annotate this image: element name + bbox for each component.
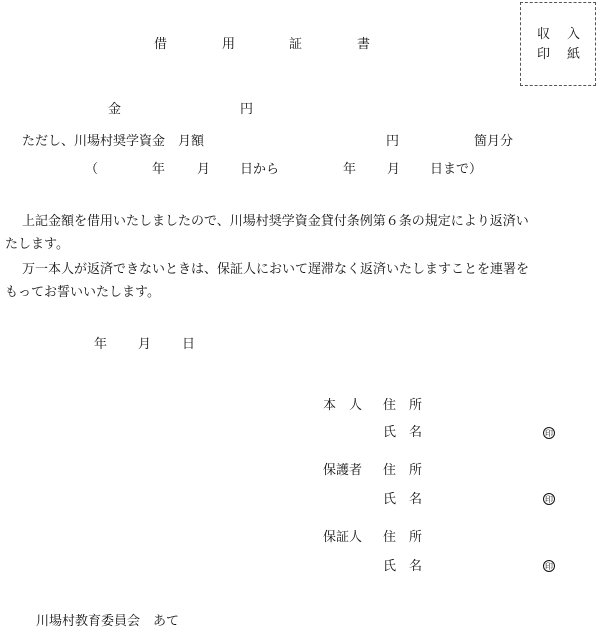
detail-prefix: ただし、川場村奨学資金 月額 bbox=[22, 134, 205, 149]
stamp-text-1b: 入 bbox=[567, 27, 581, 42]
guarantor-address-label: 住 所 bbox=[383, 530, 423, 545]
stamp-text-2b: 紙 bbox=[567, 47, 581, 62]
guardian-label: 保護者 bbox=[323, 463, 363, 478]
guardian-name-label: 氏 名 bbox=[383, 492, 423, 507]
guardian-address-label: 住 所 bbox=[383, 463, 423, 478]
date-year: 年 bbox=[94, 337, 108, 352]
stamp-text-1a: 収 bbox=[537, 27, 551, 42]
guarantor-seal-icon: 印 bbox=[545, 562, 553, 571]
period-month-2: 月 bbox=[387, 162, 401, 177]
period-month-1: 月 bbox=[197, 162, 211, 177]
self-label: 本 人 bbox=[323, 398, 363, 413]
date-day: 日 bbox=[182, 337, 196, 352]
guarantor-label: 保証人 bbox=[323, 530, 363, 545]
title-char-1: 借 bbox=[154, 37, 168, 52]
detail-months: 箇月分 bbox=[474, 134, 514, 149]
body-line-1: 上記金額を借用いたしましたので、川場村奨学資金貸付条例第６条の規定により返済い bbox=[22, 214, 529, 229]
period-year-1: 年 bbox=[152, 162, 166, 177]
period-year-2: 年 bbox=[343, 162, 357, 177]
date-month: 月 bbox=[138, 337, 152, 352]
self-name-label: 氏 名 bbox=[383, 425, 423, 440]
guardian-seal-icon: 印 bbox=[545, 495, 553, 504]
title-char-2: 用 bbox=[222, 37, 236, 52]
period-until: 日まで） bbox=[430, 162, 483, 177]
title-char-4: 書 bbox=[357, 37, 371, 52]
body-line-2: たします。 bbox=[5, 237, 69, 252]
self-address-label: 住 所 bbox=[383, 398, 423, 413]
amount-yen: 円 bbox=[240, 102, 254, 117]
body-line-3: 万一本人が返済できないときは、保証人において遅滞なく返済いたしますことを連署を bbox=[22, 262, 530, 277]
stamp-text-2a: 印 bbox=[537, 47, 551, 62]
self-seal-icon: 印 bbox=[545, 429, 553, 438]
title-char-3: 証 bbox=[289, 37, 303, 52]
period-open: （ bbox=[85, 162, 99, 177]
period-from: 日から bbox=[240, 162, 280, 177]
addressee: 川場村教育委員会 あて bbox=[36, 614, 180, 629]
body-line-4: もってお誓いいたします。 bbox=[5, 285, 160, 300]
amount-kin: 金 bbox=[108, 102, 122, 117]
guarantor-name-label: 氏 名 bbox=[383, 559, 423, 574]
revenue-stamp-box bbox=[520, 2, 596, 86]
detail-yen: 円 bbox=[386, 134, 400, 149]
